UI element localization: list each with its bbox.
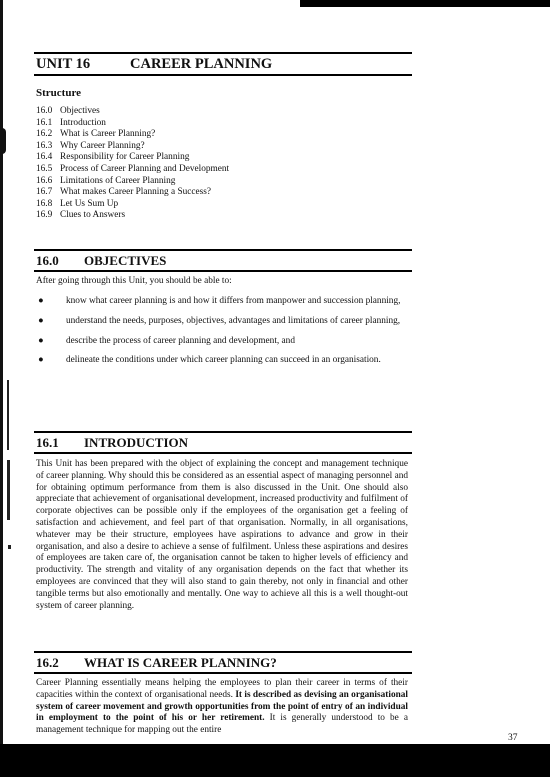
bullet-icon: ● <box>38 296 44 306</box>
unit-title <box>34 54 412 74</box>
toc-num: 16.2 <box>36 129 53 140</box>
toc-label: Introduction <box>60 117 106 128</box>
unit-title-text: CAREER PLANNING <box>130 56 273 72</box>
section-number: 16.1 <box>36 435 59 450</box>
toc-label: What is Career Planning? <box>60 129 156 140</box>
scan-binding-mark <box>0 128 6 154</box>
bullet-icon: ● <box>38 335 44 346</box>
toc-label: Why Career Planning? <box>60 140 145 151</box>
unit-header <box>34 52 412 76</box>
toc-item <box>36 141 229 153</box>
unit-number: UNIT 16 <box>36 56 91 72</box>
toc-num: 16.7 <box>36 187 53 198</box>
structure-list <box>36 106 229 222</box>
what-is-body <box>36 678 408 737</box>
section-heading-what-is <box>34 651 412 674</box>
toc-item <box>36 118 229 130</box>
toc-item <box>36 106 229 118</box>
scan-left-edge <box>0 0 3 777</box>
toc-label: Process of Career Planning and Development <box>60 163 230 174</box>
section-title-text: OBJECTIVES <box>84 253 167 268</box>
toc-label: Objectives <box>60 106 100 116</box>
list-item <box>36 355 408 367</box>
toc-item <box>36 199 229 211</box>
bullet-icon: ● <box>38 355 44 366</box>
section-heading-objectives <box>34 249 412 272</box>
toc-label: Limitations of Career Planning <box>60 175 176 186</box>
list-item-text: describe the process of career planning and development, and <box>66 335 295 346</box>
toc-item <box>36 187 229 199</box>
list-item <box>36 336 408 348</box>
section-number: 16.0 <box>36 253 59 268</box>
section-title <box>34 433 412 452</box>
scan-margin-line <box>7 380 9 450</box>
bullet-icon: ● <box>38 315 44 326</box>
list-item <box>36 296 408 308</box>
section-heading-introduction <box>34 431 412 454</box>
scan-margin-line <box>7 460 10 520</box>
rule <box>34 270 412 272</box>
rule <box>34 452 412 454</box>
toc-label: Let Us Sum Up <box>60 198 119 209</box>
toc-item <box>36 164 229 176</box>
section-number: 16.2 <box>36 655 59 670</box>
list-item <box>36 316 408 328</box>
toc-num: 16.0 <box>36 106 53 116</box>
toc-num: 16.9 <box>36 210 53 221</box>
emphasis-text: It is described as devising an organisational system of career movement and growth opportunities from the point of entry of an individual in employment to the point of his or her retirement. <box>36 689 408 724</box>
toc-num: 16.8 <box>36 198 53 209</box>
toc-num: 16.3 <box>36 140 53 151</box>
list-item-text: delineate the conditions under which career planning can succeed in an organisation. <box>66 355 381 366</box>
toc-label: Responsibility for Career Planning <box>60 152 190 163</box>
toc-label: Clues to Answers <box>60 210 126 221</box>
structure-heading: Structure <box>36 87 82 99</box>
page-top-bar <box>300 0 550 7</box>
toc-label: What makes Career Planning a Success? <box>60 187 212 198</box>
objectives-intro: After going through this Unit, you should be able to: <box>36 276 232 286</box>
body-text: It is generally understood to be a management technique for mapping out the entire <box>36 713 409 736</box>
toc-num: 16.1 <box>36 117 53 128</box>
section-title-text: INTRODUCTION <box>84 435 189 450</box>
toc-item <box>36 129 229 141</box>
section-title <box>34 251 412 270</box>
toc-num: 16.4 <box>36 152 53 163</box>
toc-item <box>36 176 229 188</box>
toc-num: 16.6 <box>36 175 53 186</box>
section-title-text: WHAT IS CAREER PLANNING? <box>84 655 277 670</box>
list-item-text: understand the needs, purposes, objectives, advantages and limitations of career planning, <box>66 315 401 326</box>
page-number: 37 <box>508 733 518 743</box>
objectives-list <box>36 296 408 375</box>
page-bottom-bar <box>0 744 550 777</box>
toc-item <box>36 210 229 222</box>
body-text: Career Planning essentially means helping the employees to plan their career in terms of their capacities within the context of organisational needs. <box>36 678 408 700</box>
rule <box>34 672 412 674</box>
section-title <box>34 653 412 672</box>
list-item-text: know what career planning is and how it differs from manpower and succession planning, <box>66 296 401 306</box>
toc-item <box>36 152 229 164</box>
toc-num: 16.5 <box>36 163 53 174</box>
scan-speck <box>8 545 11 549</box>
introduction-body: This Unit has been prepared with the object of explaining the concept and management technique of career planning. Why should this be considered as an essential aspect of managing personnel and for obtaining optimum performance from them is also discussed in the Unit. One should also appreciate that achievement of organisational development, increased productivity and fulfilment of corporate objectives can be possible only if the employees of the organisation get a feeling of satisfaction and achievement, and feel part of that organisation. Normally, in all organisations, whatever may be their structure, employees have aspirations to advance and grow in their organisation, and also a desire to achieve a sense of fulfilment. Unless these aspirations and desires of employees are taken care of, the organisation cannot be taken to higher levels of efficiency and productivity. The strength and vitality of any organisation depends on the fact that whether its employees are convinced that they will also stand to gain thereby, not only in financial and other tangible terms but also emotionally and mentally. One way to achieve all this is a well thought-out system of career planning. <box>36 459 408 611</box>
rule <box>34 74 412 76</box>
